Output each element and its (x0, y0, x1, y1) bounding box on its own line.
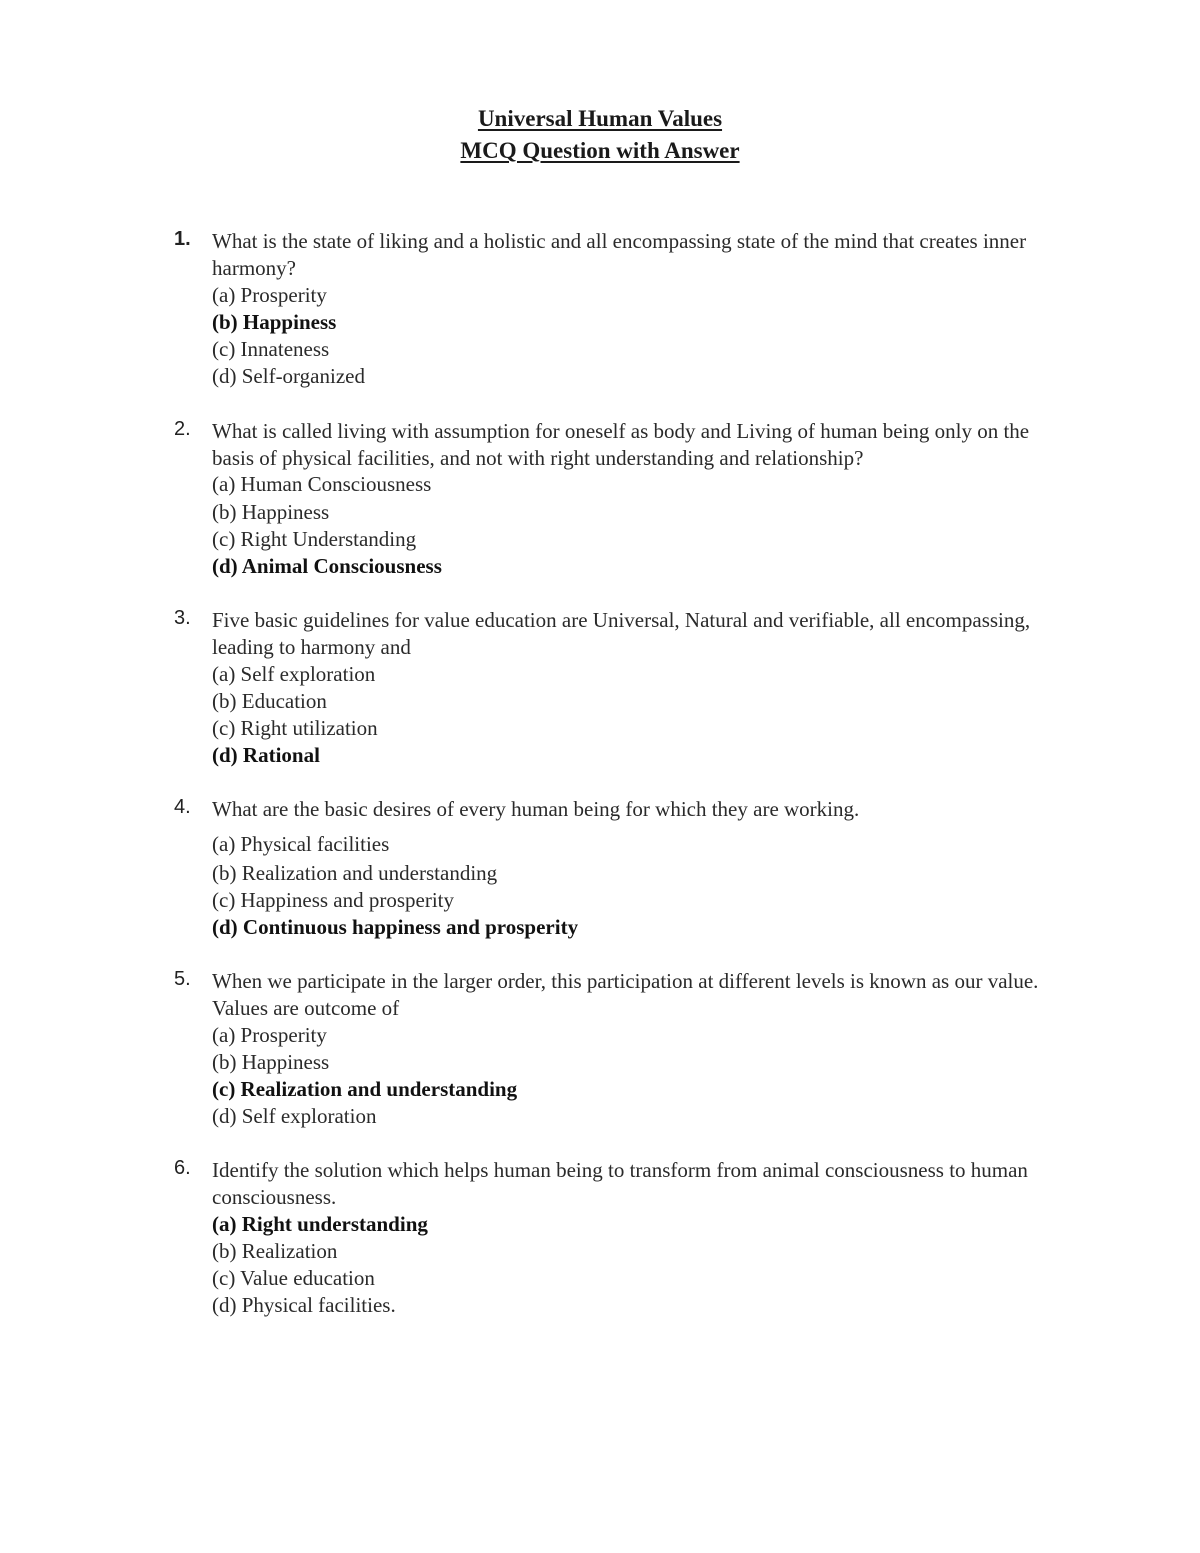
option-b: (b) Education (212, 689, 327, 713)
option-c-correct: (c) Realization and understanding (212, 1077, 518, 1101)
question-number: 5. (174, 968, 191, 990)
option-b: (b) Happiness (212, 1050, 330, 1074)
option-d-correct: (d) Animal Consciousness (212, 554, 442, 578)
question-text: What are the basic desires of every human being for which they are working. (212, 797, 860, 821)
question-text: When we participate in the larger order, this participation at different levels is known as our value. Values are outcome of (212, 969, 1039, 1020)
question-number: 2. (174, 418, 191, 440)
option-b: (b) Realization and understanding (212, 861, 498, 885)
option-a: (a) Self exploration (212, 662, 376, 686)
question-number: 1. (174, 228, 191, 250)
question-text: What is the state of liking and a holistic and all encompassing state of the mind that creates inner harmony? (212, 229, 1027, 280)
option-a: (a) Prosperity (212, 283, 327, 307)
question-number: 3. (174, 607, 191, 629)
question-text: Identify the solution which helps human being to transform from animal consciousness to human consciousness. (212, 1158, 1028, 1209)
document-title: Universal Human Values (477, 106, 723, 131)
question-text: What is called living with assumption for oneself as body and Living of human being only on the basis of physical facilities, and not with right understanding and relationship? (212, 419, 1030, 470)
option-c: (c) Value education (212, 1266, 375, 1290)
option-a-correct: (a) Right understanding (212, 1212, 428, 1236)
question-text: Five basic guidelines for value education are Universal, Natural and verifiable, all encompassing, leading to harmony and (212, 608, 1031, 659)
option-b: (b) Realization (212, 1239, 338, 1263)
option-d: (d) Physical facilities. (212, 1293, 396, 1317)
option-b: (b) Happiness (212, 500, 330, 524)
option-d: (d) Self exploration (212, 1104, 377, 1128)
option-c: (c) Right utilization (212, 716, 378, 740)
option-b-correct: (b) Happiness (212, 310, 337, 334)
option-d: (d) Self-organized (212, 364, 365, 388)
option-a: (a) Human Consciousness (212, 472, 432, 496)
option-c: (c) Right Understanding (212, 527, 417, 551)
option-d-correct: (d) Rational (212, 743, 320, 767)
option-c: (c) Happiness and prosperity (212, 888, 455, 912)
option-a: (a) Physical facilities (212, 832, 390, 856)
question-number: 4. (174, 796, 191, 818)
option-c: (c) Innateness (212, 337, 330, 361)
document-subtitle: MCQ Question with Answer (460, 138, 740, 163)
option-a: (a) Prosperity (212, 1023, 327, 1047)
question-number: 6. (174, 1157, 191, 1179)
option-d-correct: (d) Continuous happiness and prosperity (212, 915, 579, 939)
